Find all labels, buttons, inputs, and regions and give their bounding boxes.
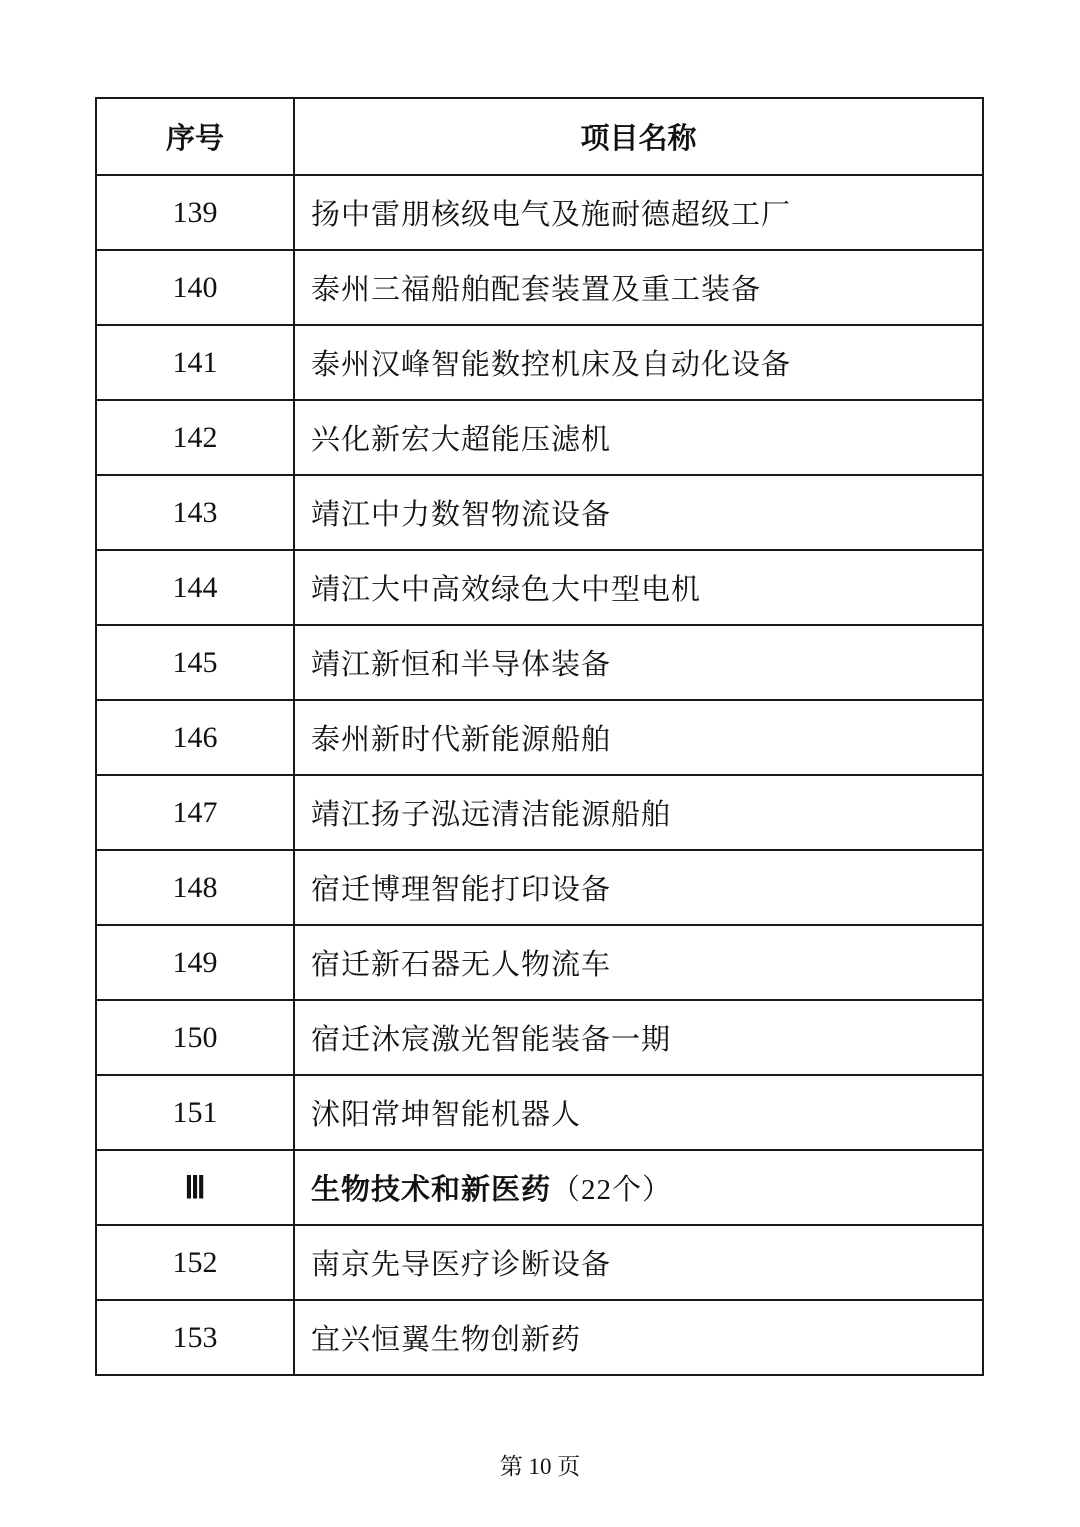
project-name-cell: 宿迁新石器无人物流车 [294, 925, 983, 1000]
table-row [96, 700, 983, 775]
table-row [96, 250, 983, 325]
table-row [96, 1075, 983, 1150]
table-body [96, 175, 983, 1375]
header-cell-serial-number: 序号 [96, 98, 294, 175]
project-name-cell: 宿迁博理智能打印设备 [294, 850, 983, 925]
project-name-cell: 靖江扬子泓远清洁能源船舶 [294, 775, 983, 850]
page-footer [0, 1448, 1080, 1481]
serial-number-cell: 143 [96, 475, 294, 550]
project-table [95, 97, 984, 1376]
project-name-cell: 宜兴恒翼生物创新药 [294, 1300, 983, 1375]
serial-number-cell: 150 [96, 1000, 294, 1075]
serial-number-cell: 153 [96, 1300, 294, 1375]
table-row [96, 550, 983, 625]
section-title: 生物技术和新医药 [311, 1174, 552, 1206]
project-name-cell: 扬中雷朋核级电气及施耐德超级工厂 [294, 175, 983, 250]
table-row [96, 175, 983, 250]
project-name-cell: 宿迁沐宸激光智能装备一期 [294, 1000, 983, 1075]
serial-number-cell: Ⅲ [96, 1150, 294, 1225]
project-name-cell: 靖江大中高效绿色大中型电机 [294, 550, 983, 625]
serial-number-cell: 146 [96, 700, 294, 775]
table-row [96, 325, 983, 400]
table-row [96, 925, 983, 1000]
table-row [96, 775, 983, 850]
serial-number-cell: 144 [96, 550, 294, 625]
section-row [96, 1150, 983, 1225]
table-row [96, 1000, 983, 1075]
project-name-cell [294, 1150, 983, 1225]
section-count: （22个） [551, 1174, 673, 1206]
table-row [96, 1225, 983, 1300]
serial-number-cell: 145 [96, 625, 294, 700]
project-name-cell: 泰州新时代新能源船舶 [294, 700, 983, 775]
table-row [96, 475, 983, 550]
table-row [96, 625, 983, 700]
table-row [96, 1300, 983, 1375]
project-name-cell: 南京先导医疗诊断设备 [294, 1225, 983, 1300]
serial-number-cell: 139 [96, 175, 294, 250]
table-header-row [96, 98, 983, 175]
project-name-cell: 泰州三福船舶配套装置及重工装备 [294, 250, 983, 325]
serial-number-cell: 142 [96, 400, 294, 475]
serial-number-cell: 151 [96, 1075, 294, 1150]
project-name-cell: 泰州汉峰智能数控机床及自动化设备 [294, 325, 983, 400]
page-number: 第 10 页 [499, 1454, 581, 1479]
serial-number-cell: 140 [96, 250, 294, 325]
serial-number-cell: 152 [96, 1225, 294, 1300]
header-cell-project-name: 项目名称 [294, 98, 983, 175]
serial-number-cell: 149 [96, 925, 294, 1000]
serial-number-cell: 147 [96, 775, 294, 850]
table-row [96, 400, 983, 475]
project-name-cell: 沭阳常坤智能机器人 [294, 1075, 983, 1150]
table-row [96, 850, 983, 925]
serial-number-cell: 148 [96, 850, 294, 925]
project-name-cell: 靖江中力数智物流设备 [294, 475, 983, 550]
project-name-cell: 靖江新恒和半导体装备 [294, 625, 983, 700]
project-name-cell: 兴化新宏大超能压滤机 [294, 400, 983, 475]
serial-number-cell: 141 [96, 325, 294, 400]
